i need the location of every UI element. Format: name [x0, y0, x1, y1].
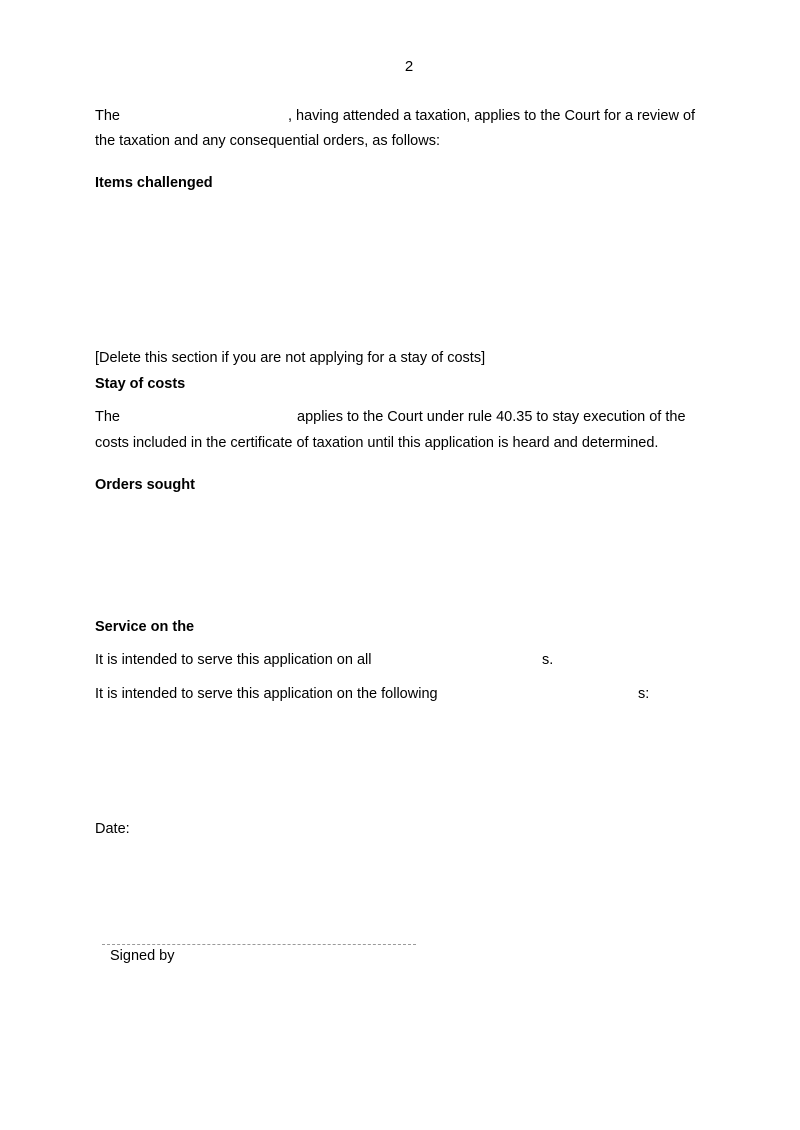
- stay-line2-text: costs included in the certificate of taxation until this application is heard and determined.: [95, 435, 659, 451]
- stay-note: [Delete this section if you are not applying for a stay of costs]: [95, 350, 486, 366]
- intro-line2-text: the taxation and any consequential orders, as follows:: [95, 133, 440, 149]
- date-label: Date:: [95, 821, 130, 837]
- signature-line: [102, 944, 416, 945]
- service-line1-suffix: s.: [542, 652, 554, 668]
- intro-line1-text: , having attended a taxation, applies to the Court for a review of: [288, 108, 696, 124]
- orders-sought-heading: Orders sought: [95, 477, 195, 493]
- stay-the: The: [95, 409, 120, 425]
- signed-by-label: Signed by: [110, 948, 175, 964]
- service-heading: Service on the: [95, 619, 195, 635]
- stay-of-costs-heading: Stay of costs: [95, 376, 186, 392]
- service-line2-text: It is intended to serve this application on the following: [95, 686, 438, 702]
- page-number: 2: [404, 58, 414, 75]
- service-line2-suffix: s:: [638, 686, 650, 702]
- stay-line1-text: applies to the Court under rule 40.35 to stay execution of the: [297, 409, 686, 425]
- service-line1-text: It is intended to serve this application on all: [95, 652, 372, 668]
- items-challenged-heading: Items challenged: [95, 175, 213, 191]
- intro-the: The: [95, 108, 120, 124]
